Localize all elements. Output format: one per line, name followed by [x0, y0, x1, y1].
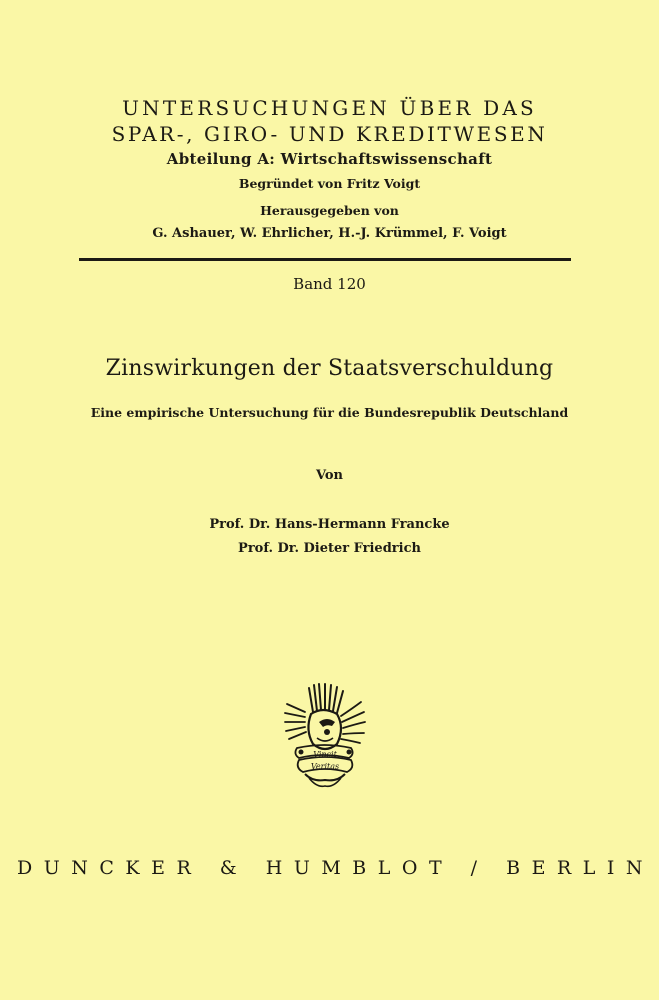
seal-motto-line-2: Veritas: [310, 762, 340, 771]
series-founder: Begründet von Fritz Voigt: [238, 176, 421, 191]
series-title-line-1: UNTERSUCHUNGEN ÜBER DAS: [122, 96, 537, 120]
by-label: Von: [315, 468, 343, 483]
editors-label: Herausgegeben von: [260, 203, 399, 218]
author-2: Prof. Dr. Dieter Friedrich: [238, 541, 421, 556]
publisher-imprint: DUNCKER & HUMBLOT / BERLIN: [16, 857, 654, 879]
book-title: Zinswirkungen der Staatsverschuldung: [105, 356, 554, 381]
series-division: Abteilung A: Wirtschaftswissenschaft: [166, 150, 493, 168]
eagle-seal-icon: [283, 682, 367, 790]
volume-number: Band 120: [293, 275, 366, 293]
seal-motto-line-1: Vincit: [313, 750, 337, 759]
author-1: Prof. Dr. Hans-Hermann Francke: [209, 517, 450, 532]
series-title-line-2: SPAR-, GIRO- UND KREDITWESEN: [111, 122, 548, 146]
divider-rule: [79, 258, 571, 261]
book-subtitle: Eine empirische Untersuchung für die Bundesrepublik Deutschland: [90, 405, 569, 420]
editors-list: G. Ashauer, W. Ehrlicher, H.-J. Krümmel, F. Voigt: [152, 226, 507, 241]
